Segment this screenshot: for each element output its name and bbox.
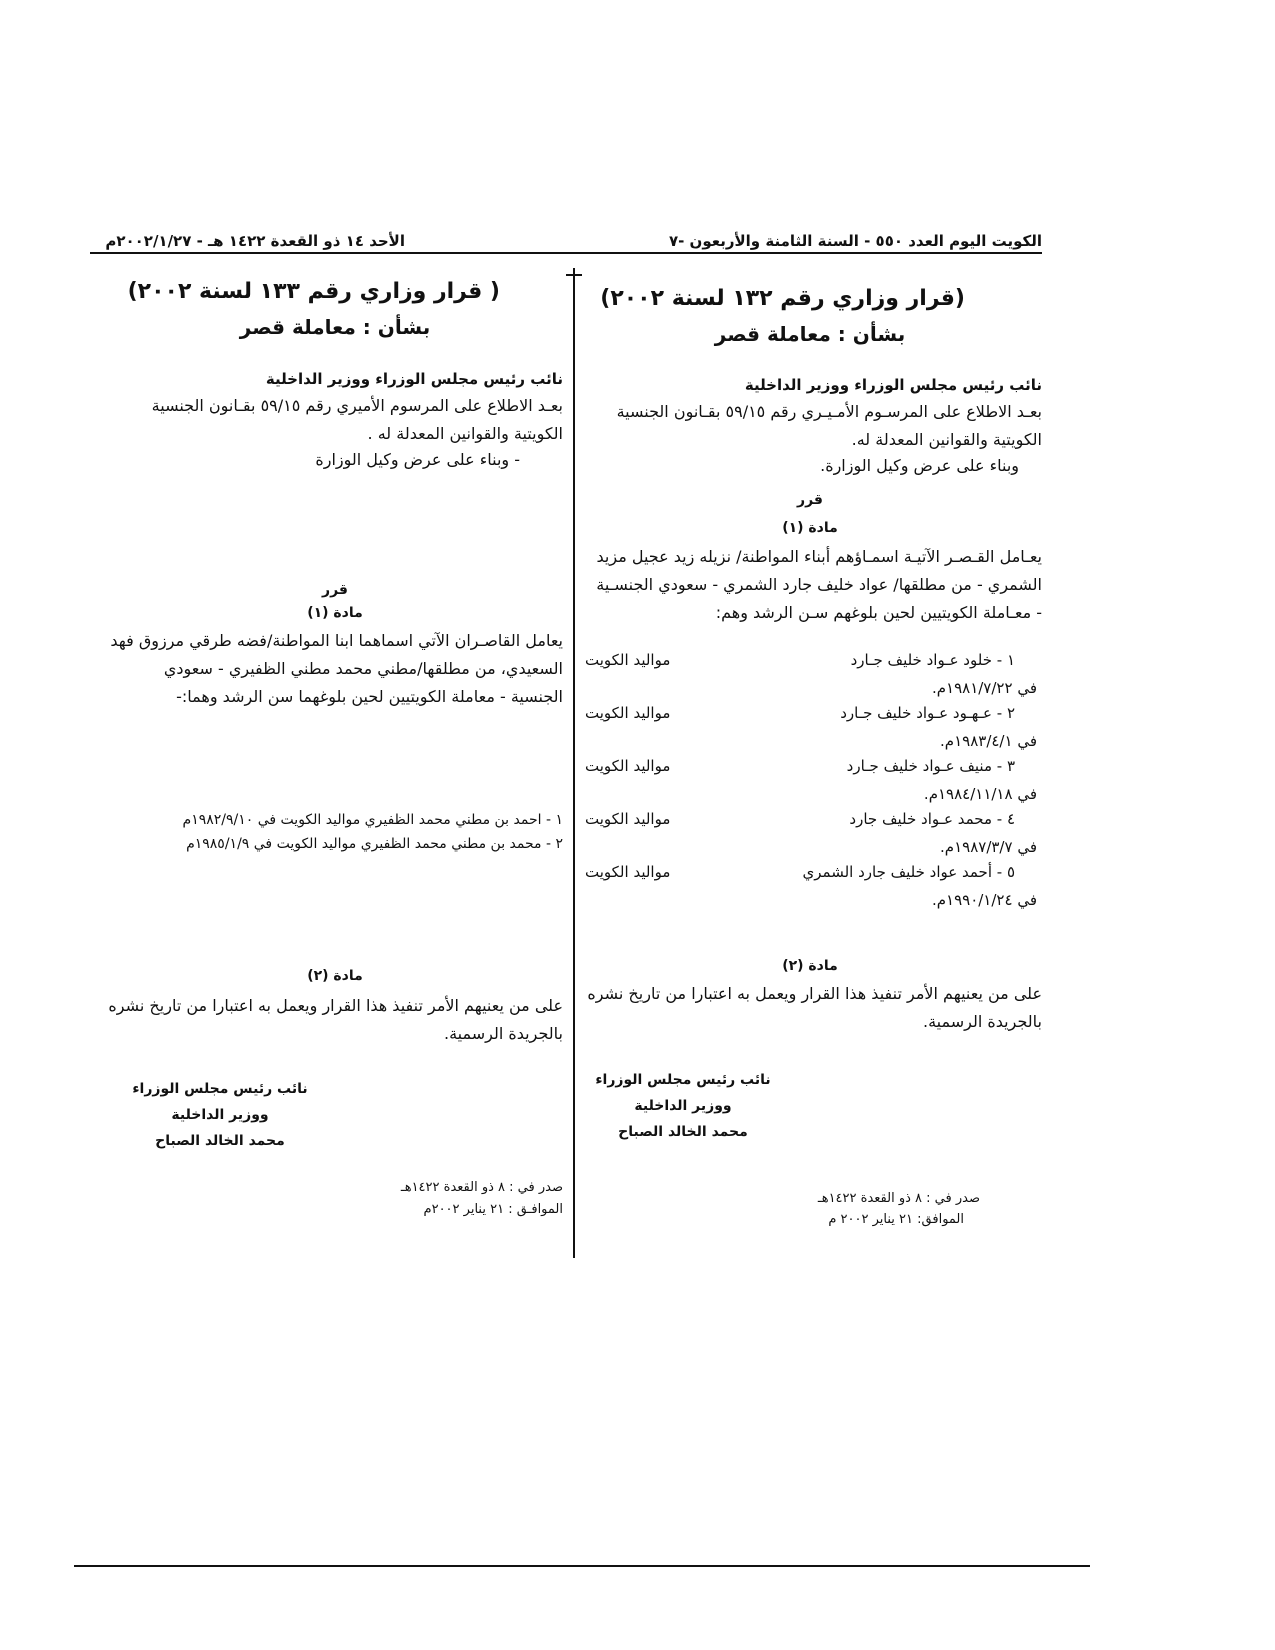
- decree-133-signature: [110, 1076, 330, 1154]
- decree-132-signature: [588, 1067, 778, 1145]
- child-birthplace: مواليد الكويت: [585, 863, 671, 881]
- child-birthdate: في ١٩٨١/٧/٢٢م.: [931, 679, 1037, 697]
- header-rule: [90, 252, 1042, 254]
- child-birthdate: في ١٩٩٠/١/٢٤م.: [931, 891, 1037, 909]
- signature-title: نائب رئيس مجلس الوزراء: [595, 1072, 771, 1088]
- decree-133-title: ( قرار وزاري رقم ١٣٣ لسنة ٢٠٠٢): [127, 279, 500, 304]
- decree-132-article2-heading: مادة (٢): [782, 958, 838, 974]
- decree-132-child-1: [585, 651, 1037, 703]
- child-birthplace: مواليد الكويت: [585, 810, 671, 828]
- decree-133-article2-text: على من يعنيهم الأمر تنفيذ هذا القرار ويعمل به اعتبارا من تاريخ نشره بالجريدة الرسمية.: [108, 996, 563, 1043]
- decree-132-child-3: [585, 757, 1037, 809]
- decree-132-preamble: بعـد الاطلاع على المرسـوم الأمـيـري رقم ٥٩/١٥ بقـانون الجنسية الكويتية والقوانين المعدلة له.: [616, 402, 1042, 449]
- decree-133-subject: بشأن : معاملة قصر: [239, 315, 431, 339]
- decree-133-preamble: بعـد الاطلاع على المرسوم الأميري رقم ٥٩/١٥ بقـانون الجنسية الكويتية والقوانين المعدلة له .: [151, 396, 563, 443]
- divider-tick: [566, 274, 582, 276]
- decree-133-decided: قرر: [322, 582, 348, 598]
- signature-name: محمد الخالد الصباح: [618, 1124, 748, 1140]
- child-name: ٣ - منيف عـواد خليف جـارد: [846, 757, 1015, 775]
- decree-132-issued: صدر في : ٨ ذو القعدة ١٤٢٢هـ: [817, 1191, 980, 1206]
- child-birthplace: مواليد الكويت: [585, 651, 671, 669]
- decree-132-recommendation: وبناء على عرض وكيل الوزارة.: [820, 456, 1019, 475]
- decree-132-article1-heading: مادة (١): [782, 520, 838, 536]
- decree-133-issued: صدر في : ٨ ذو القعدة ١٤٢٢هـ: [400, 1180, 563, 1195]
- decree-133-child-2: ٢ - محمد بن مطني محمد الظفيري مواليد الكويت في ١٩٨٥/١/٩م: [186, 836, 563, 852]
- child-birthdate: في ١٩٨٧/٣/٧م.: [940, 838, 1037, 856]
- child-name: ٥ - أحمد عواد خليف جارد الشمري: [802, 863, 1015, 881]
- decree-132-article1-text: يعـامل القـصـر الآتيـة اسمـاؤهم أبناء المواطنة/ نزيله زيد عجيل مزيد الشمري - من مطلقها/ عواد خليف جارد الشمري - سعودي الجنسـية - معـاملة الكويتيين لحين بلوغهم سـن الرشد وهم:: [596, 547, 1042, 622]
- decree-133-article1-text: يعامل القاصـران الآتي اسماهما ابنا المواطنة/فضه طرقي مرزوق فهد السعيدي، من مطلقها/مطني محمد مطني الظفيري - سعودي الجنسية - معاملة الكويتيين لحين بلوغهما سن الرشد وهما:-: [110, 631, 563, 706]
- decree-133-authority: نائب رئيس مجلس الوزراء ووزير الداخلية: [265, 370, 563, 388]
- decree-132-subject: بشأن : معاملة قصر: [714, 322, 906, 346]
- decree-132-authority: نائب رئيس مجلس الوزراء ووزير الداخلية: [744, 376, 1042, 394]
- signature-office: ووزير الداخلية: [634, 1098, 732, 1114]
- child-name: ٢ - عـهـود عـواد خليف جـارد: [840, 704, 1015, 722]
- child-birthdate: في ١٩٨٣/٤/١م.: [940, 732, 1037, 750]
- child-name: ١ - خلود عـواد خليف جـارد: [850, 651, 1015, 669]
- child-birthplace: مواليد الكويت: [585, 757, 671, 775]
- decree-132-title: (قرار وزاري رقم ١٣٢ لسنة ٢٠٠٢): [600, 286, 965, 311]
- decree-133-article1-heading: مادة (١): [307, 605, 363, 621]
- page-bottom-rule: [74, 1565, 1090, 1567]
- decree-133-recommendation: - وبناء على عرض وكيل الوزارة: [315, 450, 520, 469]
- decree-132-decided: قرر: [797, 492, 823, 508]
- child-birthdate: في ١٩٨٤/١١/١٨م.: [923, 785, 1037, 803]
- signature-office: ووزير الداخلية: [171, 1107, 269, 1123]
- column-divider: [573, 268, 575, 1258]
- header-left: الأحد ١٤ ذو القعدة ١٤٢٢ هـ - ٢٠٠٢/١/٢٧م: [105, 232, 405, 250]
- decree-132-child-5: [585, 863, 1037, 915]
- signature-name: محمد الخالد الصباح: [155, 1133, 285, 1149]
- child-name: ٤ - محمد عـواد خليف جارد: [849, 810, 1015, 828]
- signature-title: نائب رئيس مجلس الوزراء: [132, 1081, 308, 1097]
- decree-133-corresponding: الموافـق : ٢١ يناير ٢٠٠٢م: [423, 1202, 563, 1217]
- decree-132-corresponding: الموافق: ٢١ يناير ٢٠٠٢ م: [828, 1212, 964, 1227]
- decree-132-article2-text: على من يعنيهم الأمر تنفيذ هذا القرار ويعمل به اعتبارا من تاريخ نشره بالجريدة الرسمية.: [587, 984, 1042, 1031]
- decree-132-child-2: [585, 704, 1037, 756]
- decree-132-child-4: [585, 810, 1037, 862]
- child-birthplace: مواليد الكويت: [585, 704, 671, 722]
- header-right: الكويت اليوم العدد ٥٥٠ - السنة الثامنة والأربعون -٧: [668, 232, 1042, 250]
- decree-133-article2-heading: مادة (٢): [307, 968, 363, 984]
- decree-133-child-1: ١ - احمد بن مطني محمد الظفيري مواليد الكويت في ١٩٨٢/٩/١٠م: [182, 812, 563, 828]
